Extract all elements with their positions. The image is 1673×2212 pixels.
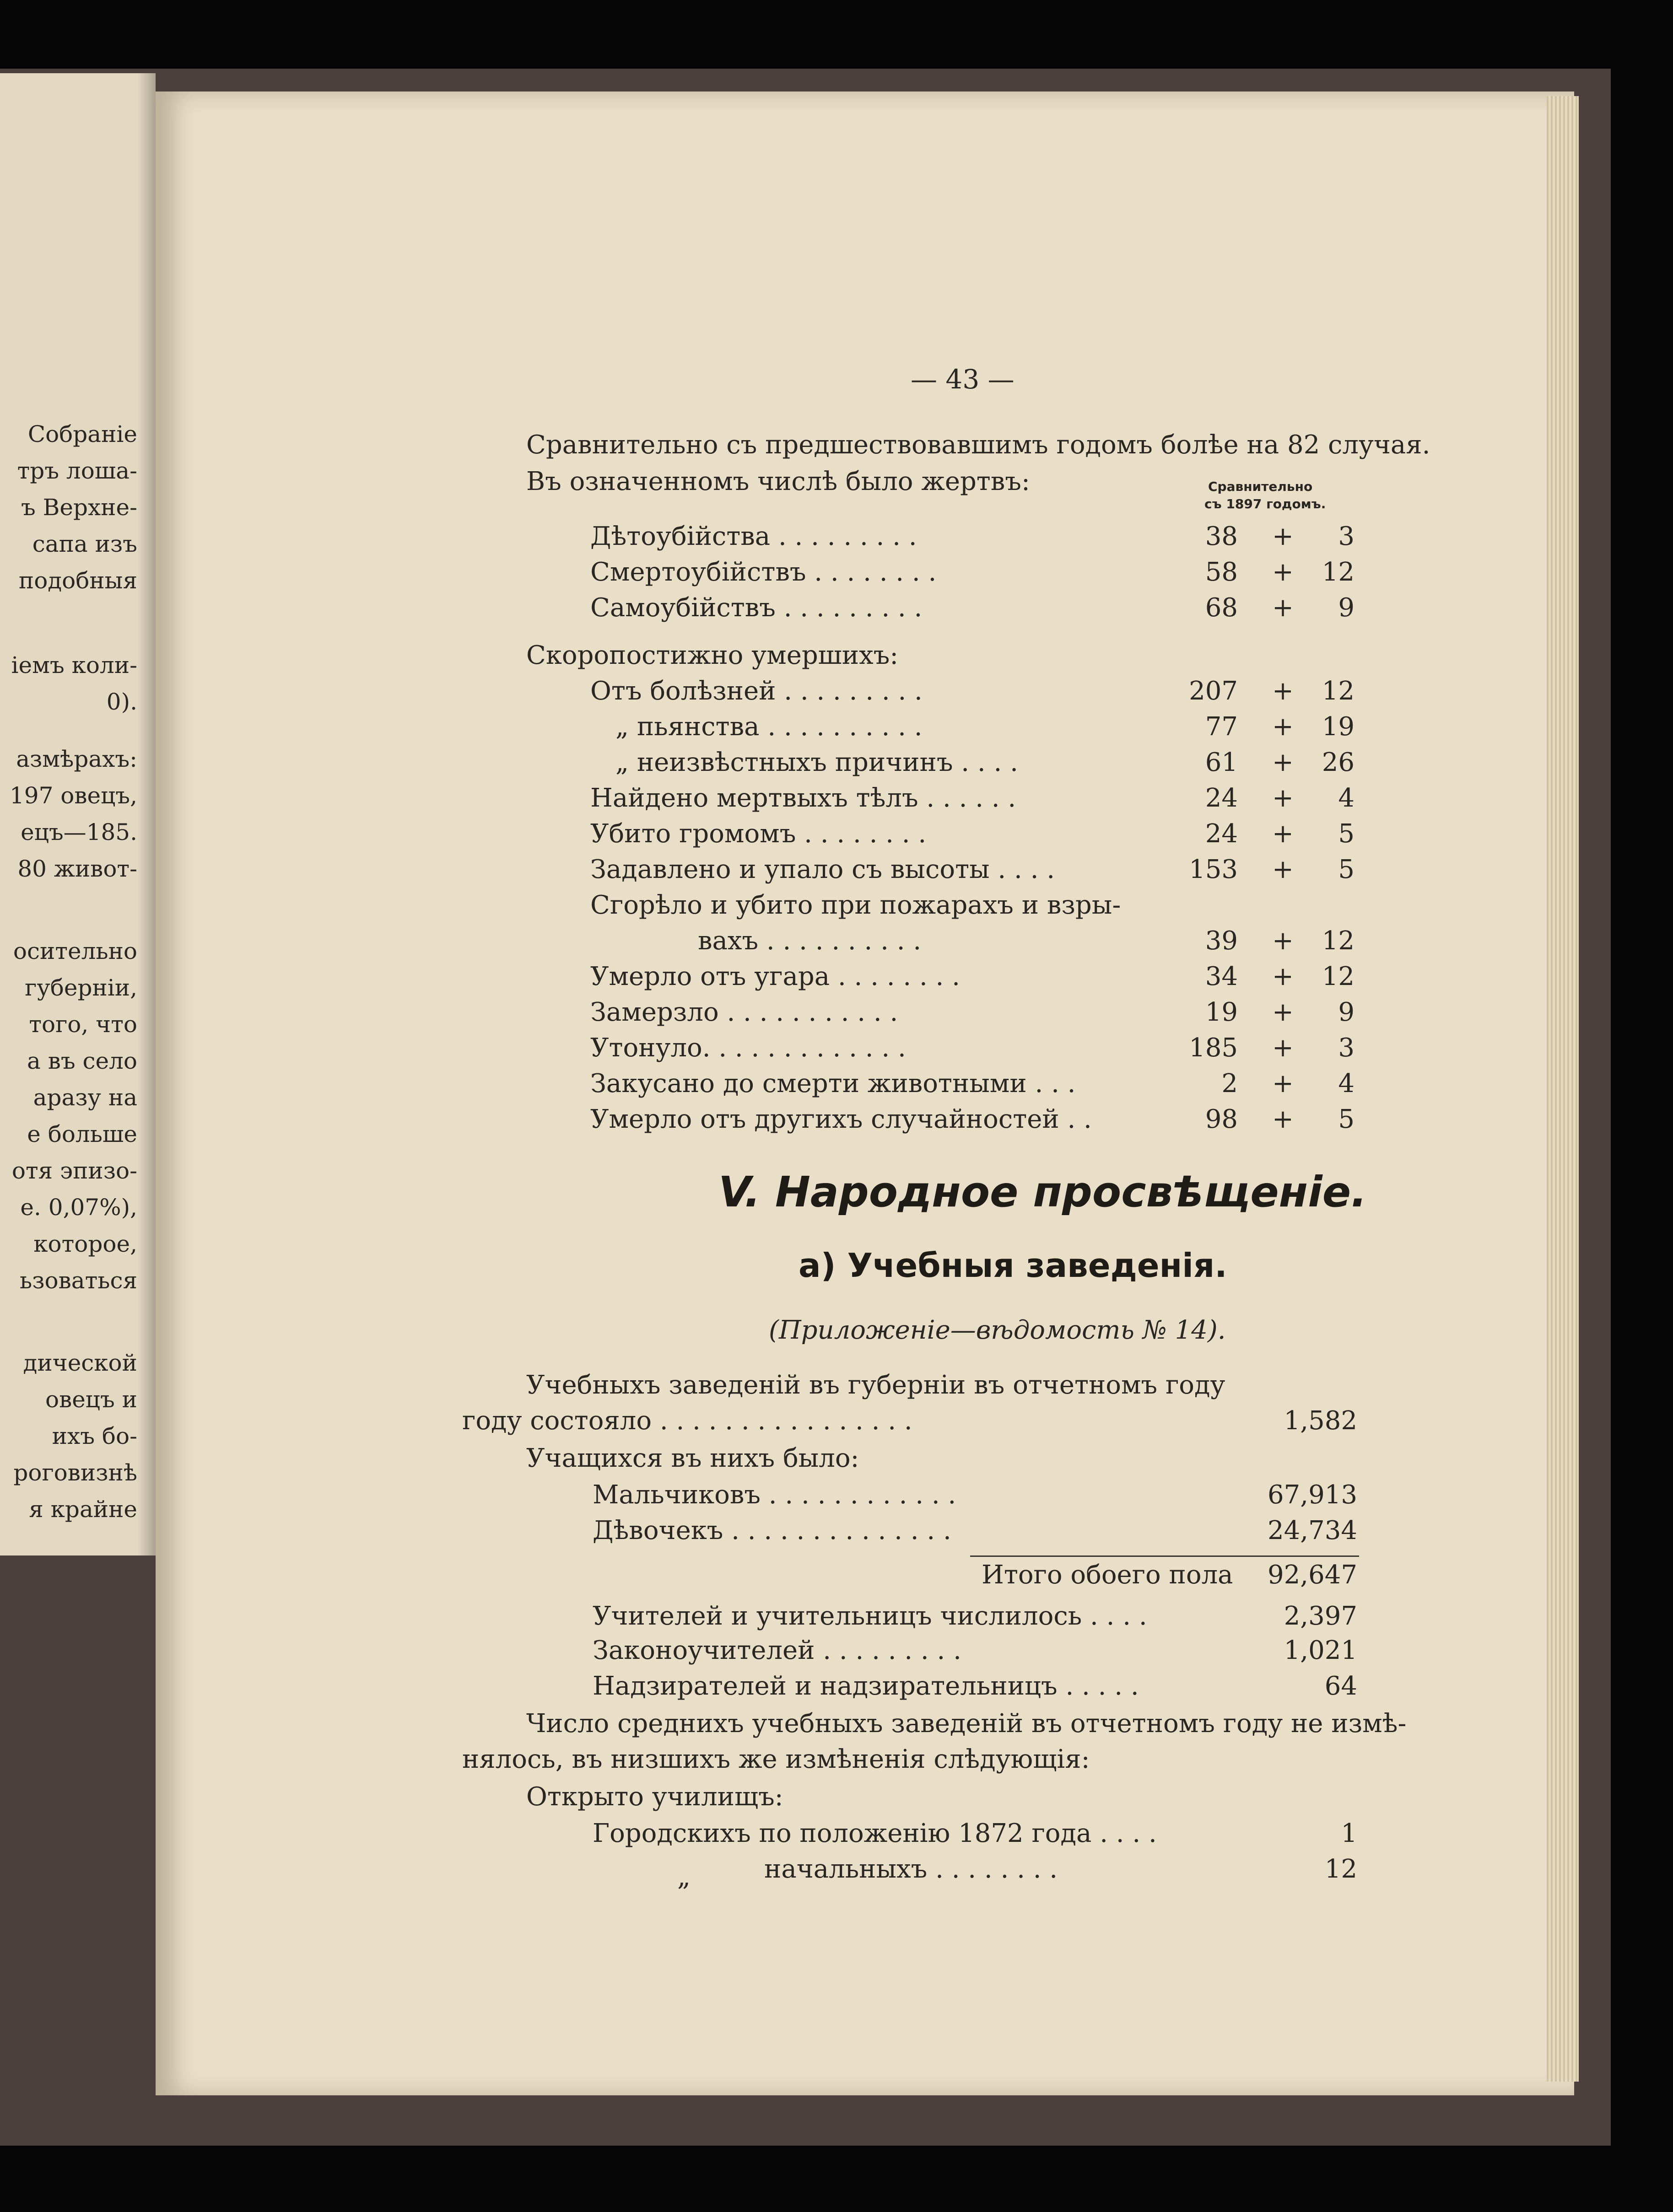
table-row-label: Самоубійствъ . . . . . . . . . bbox=[590, 593, 923, 623]
law-teachers-label: Законоучителей . . . . . . . . . bbox=[593, 1636, 961, 1665]
teachers-label: Учителей и учительницъ числилось . . . . bbox=[593, 1601, 1147, 1631]
change-line-1: Число среднихъ учебныхъ заведеній въ отчетномъ году не измѣ- bbox=[526, 1709, 1407, 1738]
table-row-sign: + bbox=[1272, 712, 1294, 742]
supervisors-label: Надзирателей и надзирательницъ . . . . . bbox=[593, 1671, 1139, 1701]
ditto-mark: „ bbox=[677, 1862, 691, 1892]
primary-schools-value: 12 bbox=[1324, 1854, 1357, 1884]
table-row-sign: + bbox=[1272, 522, 1294, 551]
left-page bbox=[0, 73, 156, 1555]
left-page-line: того, что bbox=[29, 1011, 137, 1038]
left-page-line: іемъ коли- bbox=[11, 652, 137, 678]
table-row-value: 39 bbox=[1205, 926, 1238, 956]
table-row-label: Умерло отъ угара . . . . . . . . bbox=[590, 962, 960, 991]
change-line-2: нялось, въ низшихъ же измѣненія слѣдующія: bbox=[462, 1744, 1090, 1774]
law-teachers-value: 1,021 bbox=[1284, 1636, 1357, 1665]
table-row-diff: 26 bbox=[1322, 748, 1355, 777]
girls-value: 24,734 bbox=[1268, 1516, 1357, 1545]
left-page-line: отя эпизо- bbox=[11, 1157, 137, 1184]
table-row-diff: 5 bbox=[1338, 855, 1355, 884]
table-row-sign: + bbox=[1272, 926, 1294, 956]
schools-line: Учебныхъ заведеній въ губерніи въ отчетномъ году bbox=[526, 1370, 1225, 1400]
table-row-sign: + bbox=[1272, 855, 1294, 884]
table-row-label: „ пьянства . . . . . . . . . . bbox=[615, 712, 923, 742]
compare-header-2: съ 1897 годомъ. bbox=[1204, 496, 1326, 511]
table-row-value: 34 bbox=[1205, 962, 1238, 991]
table-row-diff: 19 bbox=[1322, 712, 1355, 742]
sudden-deaths-label: Скоропостижно умершихъ: bbox=[526, 640, 899, 670]
left-page-line: губерніи, bbox=[25, 974, 137, 1001]
table-row-sign: + bbox=[1272, 1069, 1294, 1098]
table-row-sign: + bbox=[1272, 1033, 1294, 1063]
left-page-line: подобныя bbox=[18, 567, 137, 594]
left-page-line: осительно bbox=[13, 938, 137, 964]
left-page-line: роговизнѣ bbox=[13, 1459, 137, 1486]
table-row-value: 61 bbox=[1205, 748, 1238, 777]
table-row-value: 24 bbox=[1205, 819, 1238, 849]
table-row-value: 77 bbox=[1205, 712, 1238, 742]
table-row-label: Задавлено и упало съ высоты . . . . bbox=[590, 855, 1055, 884]
table-row-label: Утонуло. . . . . . . . . . . . . bbox=[590, 1033, 906, 1063]
table-row-diff: 4 bbox=[1338, 1069, 1355, 1098]
table-row-diff: 12 bbox=[1322, 926, 1355, 956]
left-page-line: азмѣрахъ: bbox=[16, 746, 137, 772]
table-row-sign: + bbox=[1272, 783, 1294, 813]
table-row-value: 38 bbox=[1205, 522, 1238, 551]
table-row-label: вахъ . . . . . . . . . . bbox=[698, 926, 922, 956]
left-page-line: тръ лоша- bbox=[17, 457, 137, 484]
table-row-diff: 3 bbox=[1338, 1033, 1355, 1063]
compare-header-1: Сравнительно bbox=[1208, 479, 1313, 494]
table-row-diff: 12 bbox=[1322, 676, 1355, 706]
table-row-sign: + bbox=[1272, 819, 1294, 849]
girls-label: Дѣвочекъ . . . . . . . . . . . . . . bbox=[593, 1516, 951, 1545]
schools-count-value: 1,582 bbox=[1284, 1406, 1357, 1436]
table-row-label: Сгорѣло и убито при пожарахъ и взры- bbox=[590, 890, 1121, 920]
table-row-diff: 3 bbox=[1338, 522, 1355, 551]
table-row-label: Найдено мертвыхъ тѣлъ . . . . . . bbox=[590, 783, 1016, 813]
table-row-sign: + bbox=[1272, 557, 1294, 587]
table-row-label: Дѣтоубійства . . . . . . . . . bbox=[590, 522, 917, 551]
left-page-line: а въ село bbox=[27, 1048, 137, 1074]
total-rule bbox=[970, 1555, 1359, 1557]
left-page-line: ьзоваться bbox=[20, 1267, 137, 1294]
table-row-diff: 4 bbox=[1338, 783, 1355, 813]
victims-label: Въ означенномъ числѣ было жертвъ: bbox=[526, 467, 1030, 496]
table-row-value: 153 bbox=[1189, 855, 1238, 884]
left-page-line: я крайне bbox=[29, 1496, 137, 1523]
table-row-label: Умерло отъ другихъ случайностей . . bbox=[590, 1104, 1092, 1134]
left-page-line: 197 овецъ, bbox=[9, 782, 137, 809]
left-page-line: Собраніе bbox=[27, 421, 137, 447]
table-row-value: 98 bbox=[1205, 1104, 1238, 1134]
left-page-line: е. 0,07%), bbox=[20, 1194, 137, 1221]
appendix-note: (Приложеніе—вѣдомость № 14). bbox=[769, 1315, 1226, 1345]
table-row-value: 58 bbox=[1205, 557, 1238, 587]
left-page-line: 80 живот- bbox=[17, 856, 137, 882]
left-page-line: 0). bbox=[106, 689, 137, 715]
table-row-sign: + bbox=[1272, 748, 1294, 777]
supervisors-value: 64 bbox=[1324, 1671, 1357, 1701]
left-page-line: которое, bbox=[33, 1231, 137, 1257]
table-row-sign: + bbox=[1272, 676, 1294, 706]
left-page-line: дической bbox=[23, 1350, 137, 1376]
table-row-label: Закусано до смерти животными . . . bbox=[590, 1069, 1076, 1098]
page-edges bbox=[1547, 96, 1579, 2082]
table-row-value: 207 bbox=[1189, 676, 1238, 706]
table-row-label: Смертоубійствъ . . . . . . . . bbox=[590, 557, 937, 587]
page-fold bbox=[137, 73, 156, 1555]
table-row-diff: 9 bbox=[1338, 593, 1355, 623]
table-row-diff: 9 bbox=[1338, 997, 1355, 1027]
table-row-diff: 12 bbox=[1322, 557, 1355, 587]
table-row-value: 68 bbox=[1205, 593, 1238, 623]
table-row-diff: 5 bbox=[1338, 819, 1355, 849]
table-row-label: Отъ болѣзней . . . . . . . . . bbox=[590, 676, 923, 706]
city-schools-label: Городскихъ по положенію 1872 года . . . . bbox=[593, 1819, 1157, 1848]
table-row-value: 185 bbox=[1189, 1033, 1238, 1063]
total-value: 92,647 bbox=[1268, 1560, 1357, 1590]
left-page-line: ихъ бо- bbox=[52, 1423, 137, 1449]
total-label: Итого обоего пола bbox=[982, 1560, 1233, 1590]
table-row-diff: 12 bbox=[1322, 962, 1355, 991]
city-schools-value: 1 bbox=[1341, 1819, 1357, 1848]
table-row-sign: + bbox=[1272, 593, 1294, 623]
primary-schools-label: начальныхъ . . . . . . . . bbox=[764, 1854, 1058, 1884]
boys-label: Мальчиковъ . . . . . . . . . . . . bbox=[593, 1480, 956, 1510]
page-number: — 43 — bbox=[911, 364, 1015, 395]
left-page-line: аразу на bbox=[33, 1084, 137, 1111]
left-page-line: е больше bbox=[27, 1121, 137, 1147]
intro-line: Сравнительно съ предшествовавшимъ годомъ болѣе на 82 случая. bbox=[526, 430, 1430, 460]
left-page-line: ецъ—185. bbox=[21, 819, 137, 845]
boys-value: 67,913 bbox=[1268, 1480, 1357, 1510]
table-row-value: 19 bbox=[1205, 997, 1238, 1027]
table-row-diff: 5 bbox=[1338, 1104, 1355, 1134]
table-row-sign: + bbox=[1272, 962, 1294, 991]
left-page-line: сапа изъ bbox=[32, 531, 137, 557]
table-row-label: Убито громомъ . . . . . . . . bbox=[590, 819, 927, 849]
opened-label: Открыто училищъ: bbox=[526, 1782, 783, 1812]
section-title: V. Народное просвѣщеніе. bbox=[718, 1168, 1367, 1216]
table-row-value: 2 bbox=[1221, 1069, 1238, 1098]
students-label: Учащихся въ нихъ было: bbox=[526, 1443, 859, 1473]
table-row-label: Замерзло . . . . . . . . . . . bbox=[590, 997, 898, 1027]
teachers-value: 2,397 bbox=[1284, 1601, 1357, 1631]
subsection-title: а) Учебныя заведенія. bbox=[799, 1246, 1227, 1285]
schools-count-label: году состояло . . . . . . . . . . . . . . . . bbox=[462, 1406, 912, 1436]
table-row-sign: + bbox=[1272, 1104, 1294, 1134]
table-row-sign: + bbox=[1272, 997, 1294, 1027]
left-page-line: ъ Верхне- bbox=[21, 494, 137, 521]
table-row-label: „ неизвѣстныхъ причинъ . . . . bbox=[615, 748, 1018, 777]
table-row-value: 24 bbox=[1205, 783, 1238, 813]
left-page-line: овецъ и bbox=[45, 1386, 137, 1413]
